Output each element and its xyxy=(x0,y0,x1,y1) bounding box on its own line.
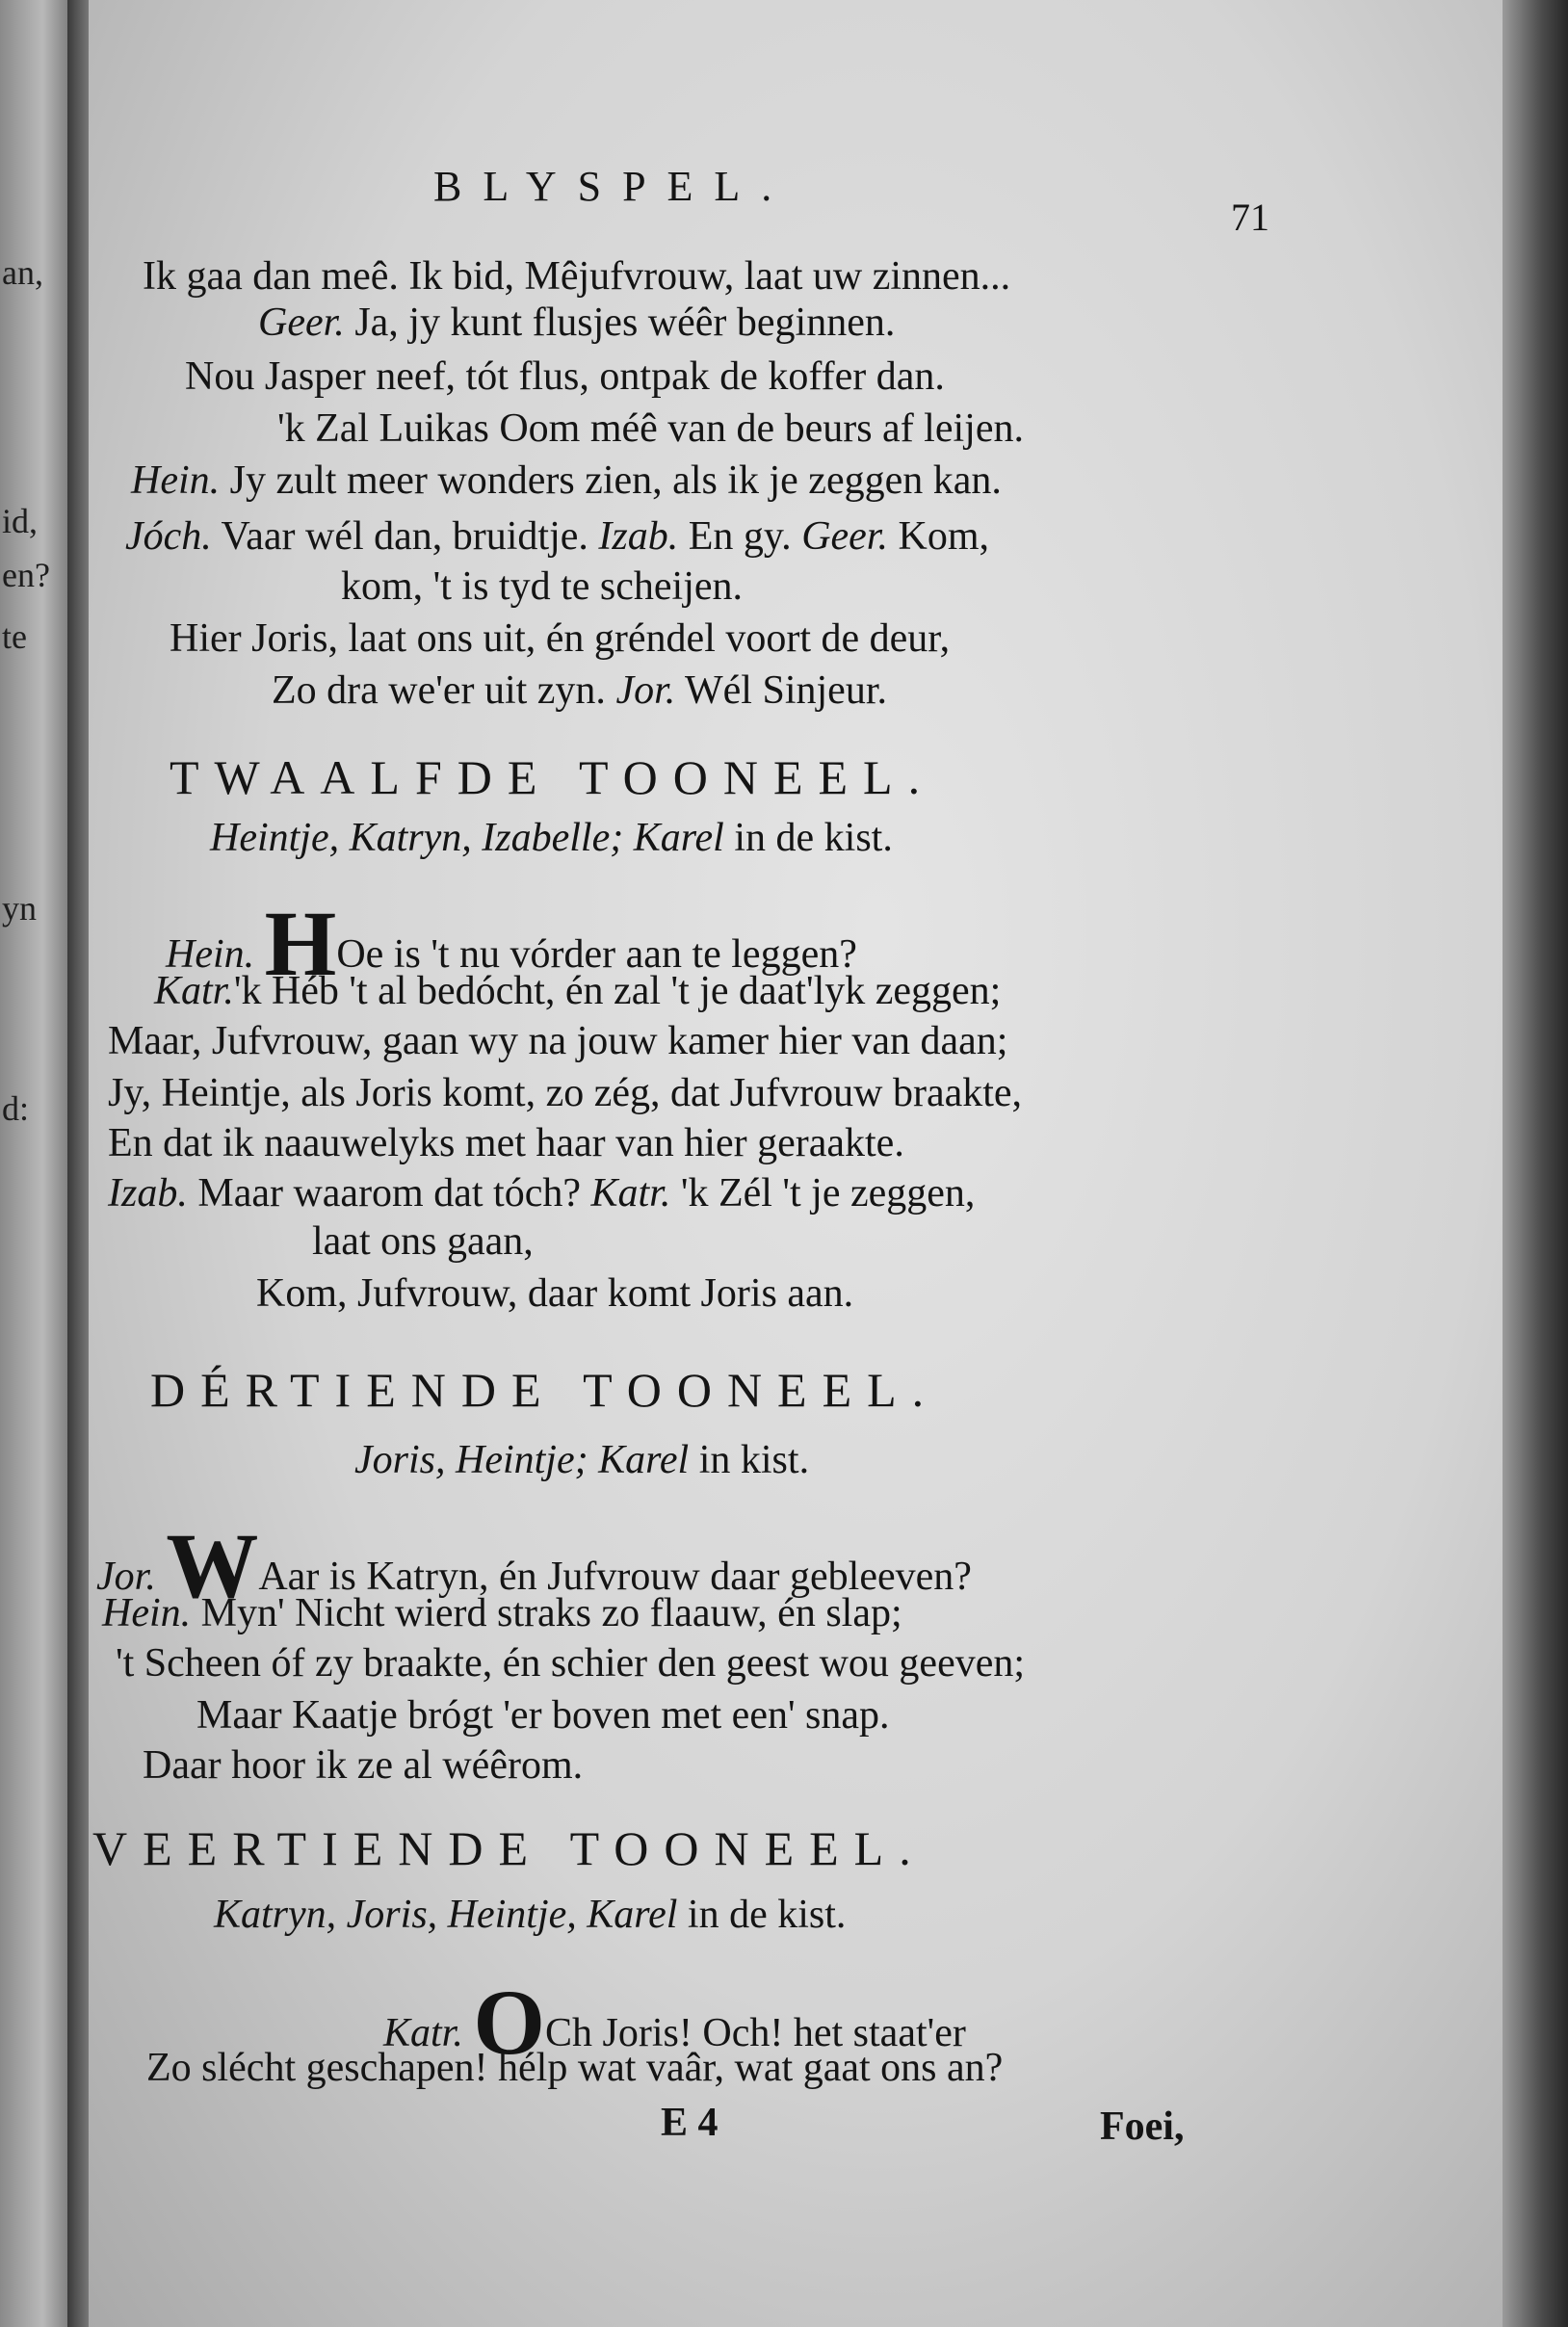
verse-line xyxy=(258,299,895,347)
speaker: Jor. xyxy=(96,1555,156,1599)
left-page-fragment: te xyxy=(2,617,27,656)
cast-tail: in de kist. xyxy=(677,1893,847,1937)
drop-capital: O xyxy=(473,1971,546,2074)
verse-line: Zo slécht geschapen! hélp wat vaâr, wat gaat ons an? xyxy=(146,2046,1004,2090)
line-text: Vaar wél dan, bruidtje. xyxy=(211,514,599,559)
verse-line: Hier Joris, laat ons uit, én gréndel voort de deur, xyxy=(170,616,951,661)
scene-heading: DÉRTIENDE TOONEEL. xyxy=(150,1363,940,1417)
verse-line: Kom, Jufvrouw, daar komt Joris aan. xyxy=(256,1271,854,1316)
cast-list xyxy=(354,1437,809,1483)
verse-line xyxy=(108,1169,975,1217)
verse-line xyxy=(272,667,887,715)
line-text: Wél Sinjeur. xyxy=(675,668,887,713)
line-text: 'k Héb 't al bedócht, én zal 't je daat'lyk zeggen; xyxy=(233,969,1002,1013)
verse-line: 'k Zal Luikas Oom méê van de beurs af leijen. xyxy=(277,406,1024,451)
catchword: Foei, xyxy=(1100,2105,1185,2149)
speaker: Katr. xyxy=(154,969,234,1013)
cast-names: Katryn, Joris, Heintje, Karel xyxy=(214,1893,678,1937)
line-text: Ch Joris! Och! het staat'er xyxy=(545,2011,966,2055)
speaker: Izab. xyxy=(108,1171,188,1216)
line-text: 'k Zél 't je zeggen, xyxy=(670,1171,976,1216)
left-page-fragment: id, xyxy=(2,502,39,540)
line-text: Kom, xyxy=(888,514,989,559)
verse-line: En dat ik naauwelyks met haar van hier geraakte. xyxy=(108,1121,904,1165)
cast-names: Joris, Heintje; Karel xyxy=(354,1438,690,1482)
speaker: Izab. xyxy=(598,514,679,559)
cast-tail: in kist. xyxy=(689,1438,810,1482)
verse-line: Ik gaa dan meê. Ik bid, Mêjufvrouw, laat uw zinnen... xyxy=(143,254,1011,299)
line-text: Ja, jy kunt flusjes wéêr beginnen. xyxy=(344,301,896,345)
signature-mark: E 4 xyxy=(661,2101,719,2145)
speaker: Katr. xyxy=(383,2011,463,2055)
running-title: BLYSPEL. xyxy=(433,163,794,210)
line-text: Jy zult meer wonders zien, als ik je zeggen kan. xyxy=(220,458,1002,503)
cast-list xyxy=(214,1892,846,1938)
drop-capital: H xyxy=(264,892,337,995)
cast-names: Heintje, Katryn, Izabelle; Karel xyxy=(210,816,724,860)
speaker: Geer. xyxy=(801,514,888,559)
verse-line: Maar, Jufvrouw, gaan wy na jouw kamer hier van daan; xyxy=(108,1019,1008,1063)
speaker: Hein. xyxy=(131,458,221,503)
left-page-fragment: yn xyxy=(2,889,37,928)
verse-line xyxy=(102,1589,902,1637)
verse-line xyxy=(131,457,1002,505)
cast-list xyxy=(210,815,893,861)
verse-line: Daar hoor ik ze al wéêrom. xyxy=(143,1743,584,1788)
cast-tail: in de kist. xyxy=(723,816,893,860)
drop-capital: W xyxy=(166,1514,259,1617)
verse-line: Jy, Heintje, als Joris komt, zo zég, dat Jufvrouw braakte, xyxy=(108,1071,1023,1115)
speaker: Katr. xyxy=(590,1171,671,1216)
verse-line xyxy=(125,512,989,561)
speaker: Jóch. xyxy=(125,514,212,559)
verse-line: 't Scheen óf zy braakte, én schier den geest wou geeven; xyxy=(116,1641,1026,1686)
left-page-fragment: an, xyxy=(2,253,43,292)
scene-heading: VEERTIENDE TOONEEL. xyxy=(92,1821,927,1875)
line-text: Aar is Katryn, én Jufvrouw daar gebleeven? xyxy=(258,1555,972,1599)
scene-heading: TWAALFDE TOONEEL. xyxy=(170,750,936,804)
page-number: 71 xyxy=(1231,196,1269,239)
speaker: Hein. xyxy=(102,1591,192,1635)
left-page-fragment: en? xyxy=(2,556,50,594)
speaker: Hein. xyxy=(166,932,255,977)
verse-line xyxy=(154,967,1001,1015)
verse-line: Maar Kaatje brógt 'er boven met een' snap. xyxy=(196,1693,890,1738)
line-text: En gy. xyxy=(678,514,802,559)
speaker: Geer. xyxy=(258,301,345,345)
left-page-fragment: d: xyxy=(2,1089,30,1128)
line-text: Maar waarom dat tóch? xyxy=(187,1171,591,1216)
verse-line: kom, 't is tyd te scheijen. xyxy=(341,564,744,609)
verse-line: laat ons gaan, xyxy=(312,1219,534,1264)
speaker: Jor. xyxy=(615,668,676,713)
line-text: Zo dra we'er uit zyn. xyxy=(272,668,616,713)
verse-line: Nou Jasper neef, tót flus, ontpak de koffer dan. xyxy=(185,354,945,399)
line-text: Myn' Nicht wierd straks zo flaauw, én slap; xyxy=(191,1591,902,1635)
line-text: Oe is 't nu vórder aan te leggen? xyxy=(336,932,857,977)
